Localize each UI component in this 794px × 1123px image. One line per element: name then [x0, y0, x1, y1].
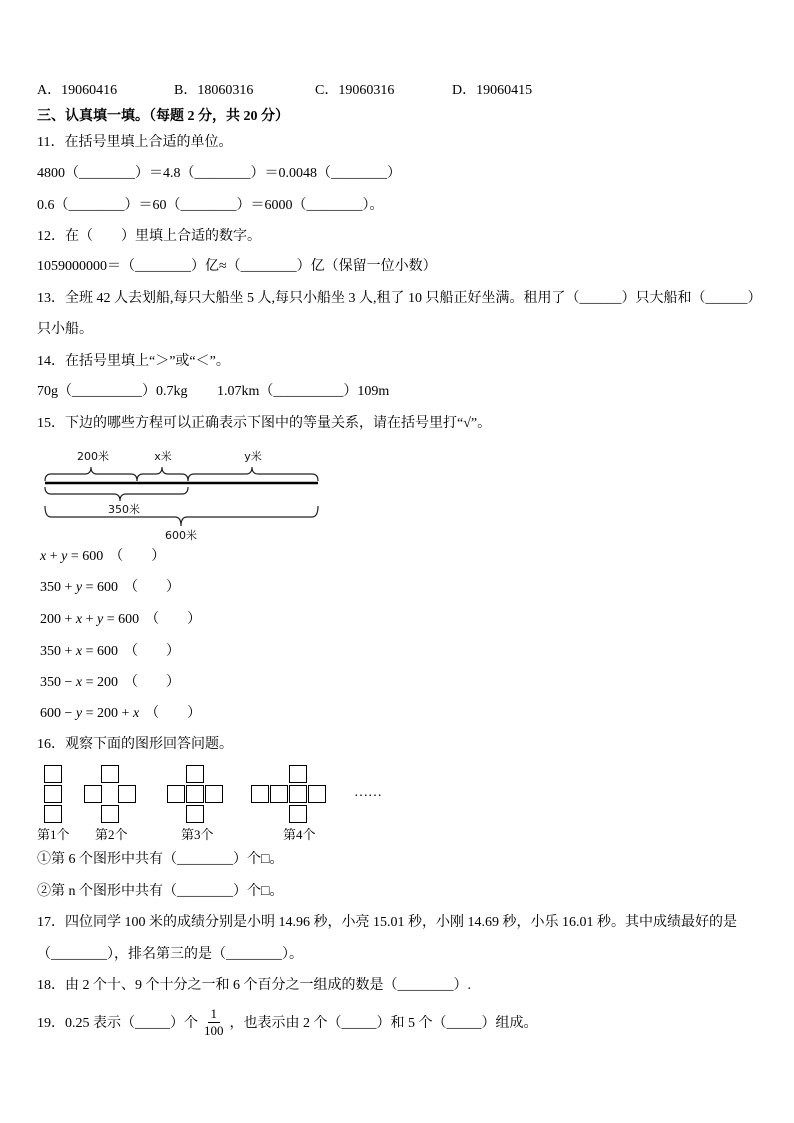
fraction-one-hundredth	[201, 1006, 227, 1039]
question-11-line-2: 0.6（________）＝60（________）＝6000（________）。	[37, 198, 384, 213]
square	[290, 806, 307, 823]
check-blank: （ ）	[124, 675, 181, 690]
square	[45, 806, 62, 823]
pattern-ellipsis: ……	[354, 785, 382, 800]
square	[206, 786, 223, 803]
square	[102, 766, 119, 783]
segment-diagram	[40, 440, 330, 545]
equation-3	[40, 611, 201, 629]
brace-600	[45, 506, 318, 526]
square	[187, 806, 204, 823]
square	[290, 786, 307, 803]
square	[45, 786, 62, 803]
equation-5	[40, 674, 180, 692]
question-14-item-2: 1.07km（__________）109m	[217, 384, 390, 399]
fraction-denominator: 100	[204, 1022, 224, 1038]
question-13-line-2: 只小船。	[37, 322, 93, 337]
check-blank: （ ）	[145, 612, 202, 627]
square	[102, 806, 119, 823]
equation-text: 350 − x = 200	[40, 675, 119, 690]
equation-text: 200 + x + y = 600	[40, 612, 140, 627]
question-19-text-after: ，也表示由 2 个（_____）和 5 个（_____）组成。	[229, 1016, 538, 1031]
square	[187, 786, 204, 803]
brace-label-x: x米	[154, 450, 172, 463]
question-13-line-1: 13．全班 42 人去划船,每只大船坐 5 人,每只小船坐 3 人,租了 10 只船正好坐满。租用了（______）只大船和（______）	[37, 291, 762, 306]
section-title: 三、认真填一填。（每题 2 分，共 20 分）	[37, 109, 289, 124]
brace-y	[188, 467, 318, 481]
square	[119, 786, 136, 803]
figure-label-3: 第3个	[181, 827, 214, 842]
check-blank: （ ）	[124, 580, 181, 595]
brace-200	[45, 467, 137, 481]
option-a: A．19060416	[37, 83, 118, 98]
square	[271, 786, 288, 803]
square	[290, 766, 307, 783]
check-blank: （ ）	[124, 644, 181, 659]
question-16-prompt: 16．观察下面的图形回答问题。	[37, 737, 233, 752]
equation-text: 350 + y = 600	[40, 580, 119, 595]
question-11-prompt: 11．在括号里填上合适的单位。	[37, 135, 233, 150]
question-16-part-1: ①第 6 个图形中共有（________）个□。	[37, 852, 284, 867]
equation-6	[40, 705, 201, 723]
square-pattern-figures	[0, 755, 400, 827]
question-12-prompt: 12．在（ ）里填上合适的数字。	[37, 229, 261, 244]
question-17-line-1: 17．四位同学 100 米的成绩分别是小明 14.96 秒，小亮 15.01 秒，小刚 14.69 秒，小乐 16.01 秒。其中成绩最好的是	[37, 915, 737, 930]
question-15-prompt: 15．下边的哪些方程可以正确表示下图中的等量关系，请在括号里打“√”。	[37, 416, 492, 431]
square	[168, 786, 185, 803]
figure-label-2: 第2个	[95, 827, 128, 842]
question-17-line-2: （________），排名第三的是（________）。	[37, 947, 303, 962]
square	[252, 786, 269, 803]
equation-4	[40, 643, 180, 661]
square	[309, 786, 326, 803]
fraction-numerator: 1	[208, 1006, 221, 1023]
square	[85, 786, 102, 803]
figure-label-1: 第1个	[37, 827, 70, 842]
square	[45, 766, 62, 783]
option-d: D．19060415	[452, 83, 533, 98]
question-14-item-1: 70g（__________）0.7kg	[37, 384, 188, 399]
brace-350	[45, 487, 188, 501]
equation-2	[40, 579, 180, 597]
equation-text: x + y = 600	[40, 549, 104, 564]
brace-label-350: 350米	[108, 503, 140, 516]
question-11-line-1: 4800（________）＝4.8（________）＝0.0048（________）	[37, 166, 401, 181]
check-blank: （ ）	[145, 706, 202, 721]
brace-label-200: 200米	[77, 450, 109, 463]
question-18-line: 18．由 2 个十、9 个十分之一和 6 个百分之一组成的数是（________）.	[37, 978, 471, 993]
question-12-line: 1059000000＝（________）亿≈（________）亿（保留一位小数）	[37, 259, 437, 274]
option-b: B．18060316	[174, 83, 254, 98]
brace-x	[137, 467, 188, 481]
check-blank: （ ）	[109, 549, 166, 564]
square	[187, 766, 204, 783]
equation-1	[40, 548, 165, 566]
brace-label-600: 600米	[165, 529, 197, 542]
question-19-text-before: 19．0.25 表示（_____）个	[37, 1016, 198, 1031]
question-16-part-2: ②第 n 个图形中共有（________）个□。	[37, 884, 284, 899]
equation-text: 350 + x = 600	[40, 644, 119, 659]
equation-text: 600 − y = 200 + x	[40, 706, 140, 721]
question-14-prompt: 14．在括号里填上“＞”或“＜”。	[37, 354, 230, 369]
figure-label-4: 第4个	[283, 827, 316, 842]
option-c: C．19060316	[315, 83, 395, 98]
brace-label-y: y米	[244, 450, 262, 463]
question-19-line	[37, 1003, 538, 1041]
